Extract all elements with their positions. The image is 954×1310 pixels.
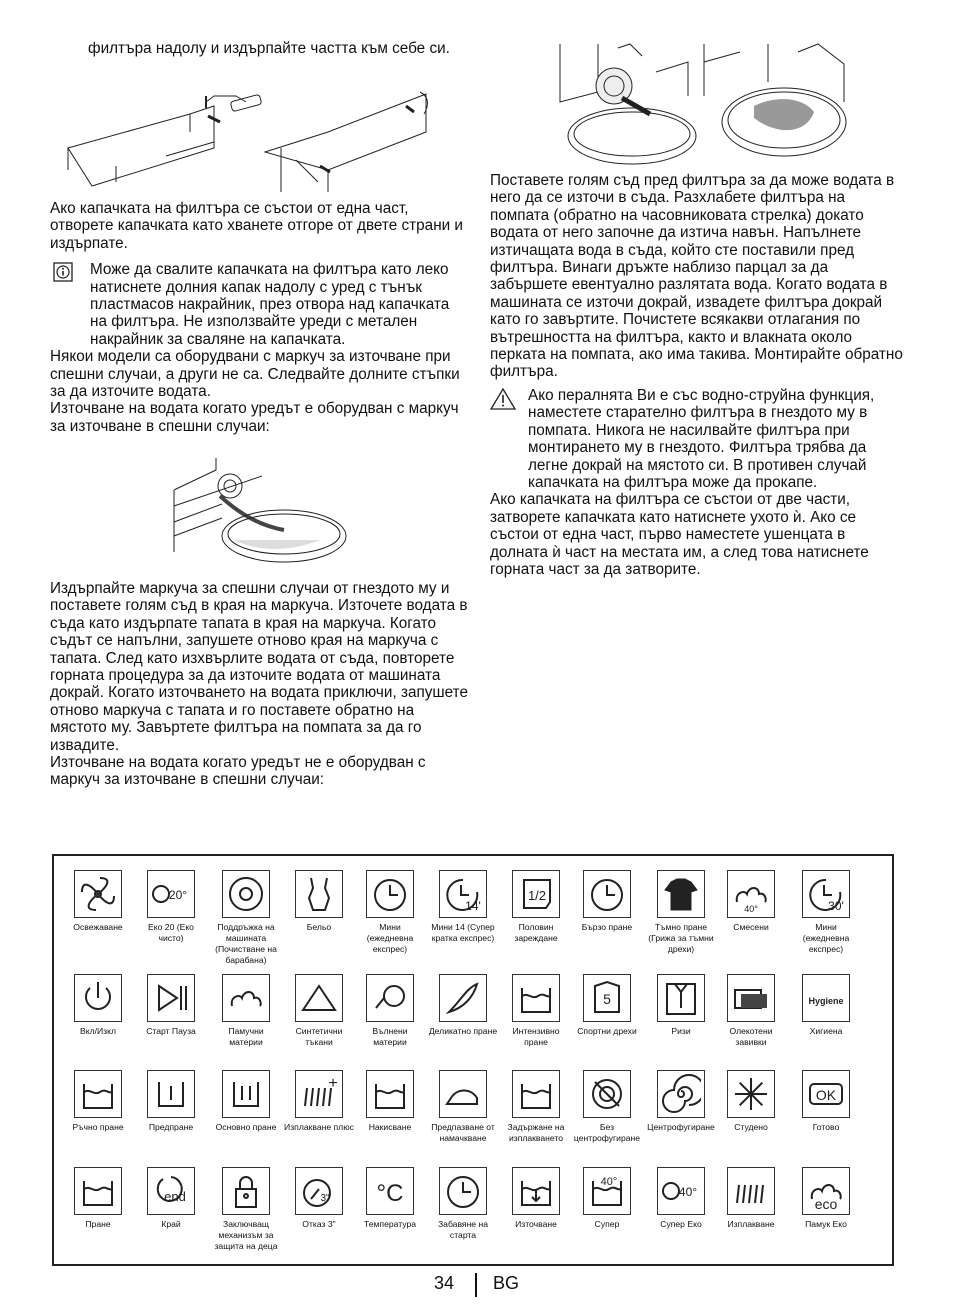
warning-block — [490, 387, 905, 491]
legend-label: Отказ 3" — [302, 1219, 336, 1229]
left-column — [50, 40, 468, 57]
clock-icon — [370, 874, 410, 914]
hand-wash-icon — [78, 1074, 118, 1114]
legend-symbol-box — [727, 870, 775, 918]
legend-label: Пране — [85, 1219, 111, 1229]
legend-symbol-box — [583, 1167, 631, 1215]
legend-symbol-box — [512, 974, 560, 1022]
legend-item — [791, 1167, 861, 1230]
legend-label: Изплакване — [727, 1219, 775, 1229]
legend-symbol-box — [512, 1070, 560, 1118]
half-load-icon — [516, 874, 556, 914]
legend-item — [355, 974, 425, 1048]
legend-symbol-box — [222, 974, 270, 1022]
legend-item — [211, 1070, 281, 1133]
legend-symbol-box — [657, 1167, 705, 1215]
wool-icon — [370, 978, 410, 1018]
legend-label: Памук Еко — [805, 1219, 847, 1229]
legend-symbol-box — [295, 1070, 343, 1118]
svg-text:°C: °C — [376, 1180, 404, 1207]
legend-symbol-box — [439, 974, 487, 1022]
emergency-hose-illustration — [172, 456, 352, 572]
legend-symbol-box — [366, 870, 414, 918]
legend-item — [646, 1167, 716, 1230]
legend-item — [572, 1070, 642, 1144]
cotton-eco-icon — [806, 1171, 846, 1211]
legend-item — [646, 870, 716, 955]
page-number: 34 — [434, 1273, 455, 1293]
paragraph: Ако капачката на филтъра се състои от две части, затворете капачката като натиснете ухото ѝ. Ако се състои от една част, първо наместете ушенцата в долната ѝ част на местата им, а след това натиснете горната част за да затворите. — [490, 491, 869, 578]
svg-text:14': 14' — [465, 899, 481, 913]
legend-symbol-box — [74, 870, 122, 918]
drain-icon — [516, 1171, 556, 1211]
legend-symbol-box — [295, 974, 343, 1022]
intensive-icon — [516, 978, 556, 1018]
legend-item — [211, 870, 281, 966]
lingerie-icon — [299, 874, 339, 914]
legend-item — [136, 1167, 206, 1230]
legend-label: Олекотени завивки — [729, 1026, 773, 1047]
warning-text: Ако пералнята Ви е със водно-струйна функция, наместете старателно филтъра в гнездото му в помпата. Никога не насилвайте филтъра при монтирането му в гнездото. Филтъра трябва да легне докрай на мястото си. В противен случай капачката на филтъра може да прокапе. — [528, 386, 875, 491]
legend-label: Край — [161, 1219, 181, 1229]
svg-text:20°: 20° — [168, 888, 188, 902]
legend-symbol-box — [583, 870, 631, 918]
temperature-icon — [370, 1171, 410, 1211]
legend-symbol-box — [727, 1167, 775, 1215]
rinse-hold-icon — [516, 1074, 556, 1114]
super-eco-icon — [661, 1171, 701, 1211]
legend-item — [572, 1167, 642, 1230]
svg-text:end: end — [164, 1189, 186, 1204]
legend-item — [63, 1167, 133, 1230]
super-icon — [587, 1171, 627, 1211]
paragraph: Ако капачката на филтъра се състои от една част, отворете капачката като хванете отгоре от двете страни и издърпате. — [50, 200, 463, 252]
legend-label: Забавяне на старта — [437, 1219, 489, 1240]
legend-item — [716, 974, 786, 1048]
legend-symbol-box — [147, 1167, 195, 1215]
hygiene-icon — [806, 978, 846, 1018]
legend-item — [136, 1070, 206, 1133]
legend-symbol-box — [583, 1070, 631, 1118]
footer-divider — [475, 1273, 477, 1297]
paragraph: Източване на водата когато уредът не е оборудван с маркуч за източване в спешни случаи: — [50, 754, 426, 789]
svg-text:40°: 40° — [600, 1176, 618, 1188]
info-icon — [53, 262, 73, 282]
legend-symbol-box — [802, 1167, 850, 1215]
svg-text:30': 30' — [828, 899, 844, 913]
legend-symbol-box — [727, 1070, 775, 1118]
svg-text:eco: eco — [814, 1196, 838, 1211]
legend-label: Супер — [594, 1219, 620, 1229]
legend-item — [572, 974, 642, 1037]
filter-cover-illustration — [66, 86, 446, 196]
legend-label: Деликатно пране — [428, 1026, 498, 1036]
left-column-cont — [50, 200, 468, 435]
legend-label: Мини (ежедневна експрес) — [802, 922, 850, 954]
fan-icon — [78, 874, 118, 914]
anti-crease-icon — [443, 1074, 483, 1114]
mixed-icon — [731, 874, 771, 914]
legend-item — [211, 974, 281, 1048]
legend-item — [63, 974, 133, 1037]
legend-symbol-box — [222, 870, 270, 918]
soak-icon — [370, 1074, 410, 1114]
legend-label: Тъмно пране (Грижа за тъмни дрехи) — [648, 922, 714, 954]
legend-item — [791, 1070, 861, 1133]
legend-label: Вълнени материи — [372, 1026, 408, 1047]
legend-symbol-box — [74, 1070, 122, 1118]
eco20-icon — [151, 874, 191, 914]
legend-label: Ризи — [671, 1026, 691, 1036]
legend-symbol-box — [147, 1070, 195, 1118]
legend-symbol-box — [295, 1167, 343, 1215]
legend-label: Бързо пране — [581, 922, 633, 932]
legend-symbol-box — [366, 1167, 414, 1215]
legend-label: Старт Пауза — [146, 1026, 196, 1036]
main-wash-icon — [226, 1074, 266, 1114]
legend-item — [284, 870, 354, 933]
legend-symbol-box — [657, 1070, 705, 1118]
legend-item — [646, 1070, 716, 1133]
legend-item — [355, 870, 425, 955]
rinse-icon — [731, 1171, 771, 1211]
legend-label: Синтетични тъкани — [295, 1026, 343, 1047]
feather-icon — [443, 978, 483, 1018]
left-column-lower — [50, 580, 468, 789]
legend-symbol-box — [366, 974, 414, 1022]
svg-text:+: + — [328, 1075, 338, 1092]
clock30-icon — [806, 874, 846, 914]
svg-text:3": 3" — [320, 1193, 330, 1204]
svg-text:40°: 40° — [678, 1185, 698, 1199]
legend-item — [63, 1070, 133, 1133]
synthetic-icon — [299, 978, 339, 1018]
legend-symbol-box — [512, 1167, 560, 1215]
end-icon — [151, 1171, 191, 1211]
dark-shirt-icon — [661, 874, 701, 914]
shirt-icon — [661, 978, 701, 1018]
legend-item — [284, 1167, 354, 1230]
legend-label: Супер Еко — [660, 1219, 702, 1229]
paragraph: Някои модели са оборудвани с маркуч за източване при спешни случаи, а други не са. Следвайте долните стъпки за да източите водата. — [50, 348, 460, 401]
legend-symbol-box — [727, 974, 775, 1022]
legend-label: Заключващ механизъм за защита на деца — [214, 1219, 278, 1251]
legend-label: Предпране — [148, 1122, 194, 1132]
svg-text:OK: OK — [815, 1087, 837, 1103]
legend-item — [136, 974, 206, 1037]
legend-symbol-box — [802, 974, 850, 1022]
legend-label: Хигиена — [809, 1026, 843, 1036]
legend-symbol-box — [657, 870, 705, 918]
rinse-plus-icon — [299, 1074, 339, 1114]
clock14-icon — [443, 874, 483, 914]
legend-label: Предпазване от намачкване — [431, 1122, 495, 1143]
legend-item — [284, 974, 354, 1048]
legend-symbol-box — [74, 974, 122, 1022]
legend-item — [501, 1070, 571, 1144]
legend-label: Освежаване — [73, 922, 123, 932]
svg-text:5: 5 — [603, 991, 611, 1007]
paragraph: Поставете голям съд пред филтъра за да може водата в него да се източи в съда. Разхлабете филтъра на помпата (обратно на часовниковата стрелка) докато водата от него започне да изтича навън. Напълнете изтичащата вода в съда, който сте поставили пред филтъра. Винаги дръжте наблизо парцал за да забършете евентуално разлятата вода. Когато водата в машината се източи докрай, извадете филтъра докрай като го завъртите. Почистете всякакви отлагания по вътрешността на филтъра, както и влакната около перката на помпата, ако има такива. Монтирайте обратно филтъра. — [490, 172, 903, 381]
legend-symbol-box — [439, 870, 487, 918]
legend-item — [646, 974, 716, 1037]
legend-item — [136, 870, 206, 944]
legend-label: Поддръжка на машината (Почистване на барабана) — [215, 922, 277, 965]
legend-label: Памучни материи — [228, 1026, 264, 1047]
legend-label: Основно пране — [215, 1122, 277, 1132]
legend-item — [355, 1070, 425, 1133]
legend-item — [284, 1070, 354, 1133]
legend-symbol-box — [366, 1070, 414, 1118]
legend-item — [428, 1167, 498, 1241]
paragraph: Издърпайте маркуча за спешни случаи от гнездото му и поставете голям съд в края на маркуча. Източете водата в съда като издърпате тапата в края на маркуча. Когато съдът се напълни, запушете отново края на маркуча с тапата. След като изхвърлите водата от съда, повторете горната процедура за да източите водата от машината докрай. Когато източването на водата приключи, запушете отново маркуча с тапата и го поставете обратно на мястото му. Завъртете филтъра на помпата за да го извадите. — [50, 580, 469, 754]
legend-item — [716, 1070, 786, 1133]
legend-item — [791, 870, 861, 955]
legend-item — [428, 1070, 498, 1144]
legend-symbol-box — [147, 974, 195, 1022]
legend-label: Температура — [363, 1219, 417, 1229]
legend-label: Без центрофугиране — [573, 1122, 641, 1143]
legend-item — [501, 974, 571, 1048]
delay-start-icon — [443, 1171, 483, 1211]
legend-symbol-box — [802, 1070, 850, 1118]
legend-item — [355, 1167, 425, 1230]
legend-item — [791, 974, 861, 1037]
drum-clean-icon — [226, 874, 266, 914]
legend-label: Ръчно пране — [72, 1122, 124, 1132]
legend-item — [63, 870, 133, 933]
play-pause-icon — [151, 978, 191, 1018]
legend-item — [428, 974, 498, 1037]
legend-symbol-box — [439, 1070, 487, 1118]
legend-label: Студено — [734, 1122, 768, 1132]
legend-item — [716, 1167, 786, 1230]
program-symbols-legend — [52, 854, 894, 1266]
prewash-icon — [151, 1074, 191, 1114]
ok-icon — [806, 1074, 846, 1114]
pump-filter-drain-illustration — [558, 42, 848, 168]
note-block — [50, 261, 468, 348]
legend-label: Еко 20 (Еко чисто) — [148, 922, 194, 943]
legend-label: Накисване — [368, 1122, 412, 1132]
legend-item — [716, 870, 786, 933]
legend-item — [501, 1167, 571, 1230]
duvet-icon — [731, 978, 771, 1018]
svg-text:1/2: 1/2 — [527, 888, 547, 903]
legend-label: Източване — [515, 1219, 557, 1229]
legend-item — [211, 1167, 281, 1252]
legend-item — [501, 870, 571, 944]
quick-clock-icon — [587, 874, 627, 914]
sport-icon — [587, 978, 627, 1018]
legend-symbol-box — [295, 870, 343, 918]
legend-symbol-box — [74, 1167, 122, 1215]
spin-icon — [661, 1074, 701, 1114]
right-column — [490, 172, 905, 578]
paragraph: Източване на водата когато уредът е оборудван с маркуч за източване в спешни случаи: — [50, 400, 459, 435]
legend-label: Бельо — [306, 922, 332, 932]
legend-label: Смесени — [733, 922, 769, 932]
legend-label: Изплакване плюс — [284, 1122, 354, 1132]
legend-label: Спортни дрехи — [577, 1026, 637, 1036]
legend-symbol-box — [657, 974, 705, 1022]
power-icon — [78, 978, 118, 1018]
svg-text:Hygiene: Hygiene — [808, 996, 844, 1006]
legend-symbol-box — [802, 870, 850, 918]
wash-icon — [78, 1171, 118, 1211]
legend-symbol-box — [583, 974, 631, 1022]
warning-triangle-icon — [490, 388, 516, 410]
legend-label: Готово — [812, 1122, 840, 1132]
snowflake-icon — [731, 1074, 771, 1114]
child-lock-icon — [226, 1171, 266, 1211]
legend-label: Центрофугиране — [647, 1122, 715, 1132]
cancel-3s-icon — [299, 1171, 339, 1211]
legend-label: Вкл/Изкл — [80, 1026, 116, 1036]
language-code: BG — [493, 1273, 520, 1293]
legend-symbol-box — [222, 1167, 270, 1215]
svg-text:40°: 40° — [744, 904, 758, 914]
legend-symbol-box — [147, 870, 195, 918]
no-spin-icon — [587, 1074, 627, 1114]
page-footer — [0, 1273, 954, 1297]
legend-label: Мини 14 (Супер кратка експрес) — [431, 922, 495, 943]
legend-label: Задържане на изплакването — [507, 1122, 565, 1143]
legend-label: Половин зареждане — [514, 922, 558, 943]
legend-label: Интензивно пране — [512, 1026, 560, 1047]
legend-item — [572, 870, 642, 933]
legend-symbol-box — [512, 870, 560, 918]
note-text: Може да свалите капачката на филтъра като леко натиснете долния капак надолу с уред с тънък пластмасов накрайник, през отвора над капачката на филтъра. Не използвайте уреди с метален накрайник за сваляне на капачката. — [90, 261, 450, 348]
legend-symbol-box — [439, 1167, 487, 1215]
legend-symbol-box — [222, 1070, 270, 1118]
cotton-icon — [226, 978, 266, 1018]
legend-item — [428, 870, 498, 944]
paragraph: филтъра надолу и издърпайте частта към себе си. — [88, 40, 450, 57]
legend-label: Мини (ежедневна експрес) — [366, 922, 414, 954]
